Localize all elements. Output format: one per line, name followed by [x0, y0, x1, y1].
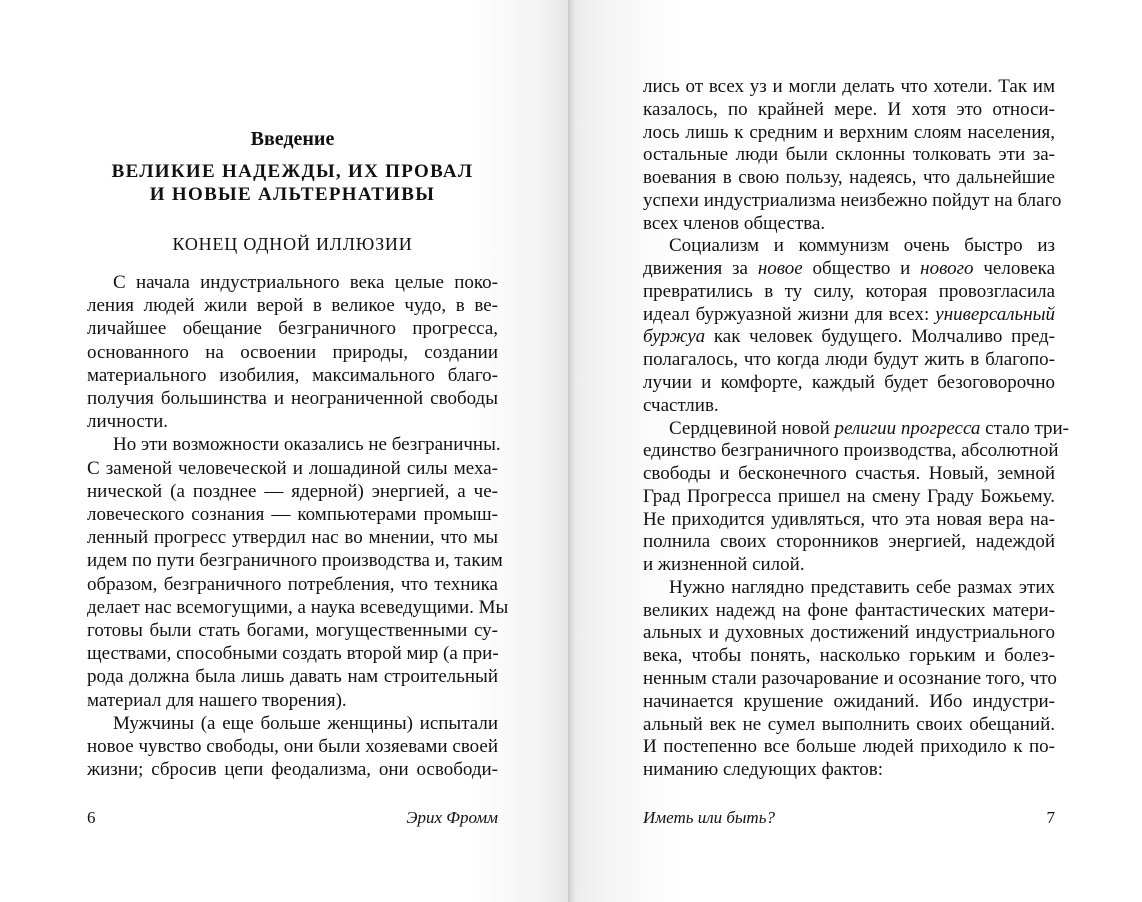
- page-number: 7: [1046, 808, 1055, 827]
- text-line: [87, 342, 498, 364]
- text-segment: человека: [973, 258, 1055, 280]
- text-segment: стало три-: [980, 417, 1069, 439]
- italic-text: нового: [920, 258, 974, 280]
- text-segment: лись от всех уз и могли делать что хотели. Так им: [643, 76, 1055, 97]
- text-line: [87, 574, 498, 596]
- text-line: [87, 318, 498, 340]
- text-segment: И постепенно все больше людей приходило к по-: [643, 736, 1055, 758]
- text-segment: полнила своих сторонников энергией, надеждой: [643, 531, 1055, 553]
- italic-text: новое: [757, 258, 803, 280]
- text-line: [643, 349, 1055, 371]
- italic-text: буржуа: [643, 326, 706, 348]
- text-segment: Социализм и коммунизм очень быстро из: [669, 235, 1055, 257]
- text-segment: ловеческого сознания — компьютерами промыш-: [87, 504, 498, 525]
- text-line: [643, 509, 1055, 531]
- text-line: [643, 600, 1055, 622]
- text-segment: великих надежд на фоне фантастических матери-: [643, 599, 1055, 621]
- chapter-title-line: И НОВЫЕ АЛЬТЕРНАТИВЫ: [149, 184, 436, 205]
- text-segment: личности.: [87, 411, 169, 433]
- text-line: [643, 645, 1055, 667]
- text-line: [643, 395, 1055, 417]
- text-line: [87, 458, 498, 480]
- text-line: [643, 213, 1055, 235]
- text-line: [643, 577, 1055, 599]
- text-line: [643, 281, 1055, 303]
- text-segment: счастлив.: [643, 394, 719, 416]
- text-line: [643, 668, 1055, 690]
- text-segment: Не приходится удивляться, что эта новая вера на-: [643, 508, 1055, 530]
- text-segment: новое чувство свободы, они были хозяевами своей: [87, 736, 498, 757]
- text-line: [87, 736, 498, 758]
- text-line: [643, 122, 1055, 144]
- page-number: 6: [87, 808, 96, 827]
- section-heading: КОНЕЦ ОДНОЙ ИЛЛЮЗИИ: [172, 234, 413, 254]
- text-line: [643, 76, 1055, 98]
- text-segment: Сердцевиной новой: [669, 417, 835, 439]
- text-line: [643, 258, 1055, 280]
- chapter-heading: Введение: [250, 128, 335, 150]
- text-line: [87, 365, 498, 387]
- text-segment: остальные люди были склонны толковать эти за-: [643, 144, 1055, 166]
- text-segment: Но эти возможности оказались не безграничны.: [113, 434, 501, 456]
- text-line: [643, 463, 1055, 485]
- text-line: [87, 434, 501, 456]
- text-line: [87, 481, 498, 503]
- text-segment: ществами, способными создать второй мир (а при-: [87, 643, 499, 665]
- text-segment: общество и: [802, 258, 921, 280]
- text-line: [87, 690, 498, 712]
- text-line: [87, 759, 498, 781]
- text-line: [87, 596, 509, 619]
- text-segment: Мужчины (а еще больше женщины) испытали: [113, 712, 498, 734]
- text-line: [643, 189, 1062, 212]
- text-segment: и жизненной силой.: [643, 554, 805, 576]
- text-segment: ленный прогресс утвердил нас во мнении, что мы: [87, 527, 498, 549]
- text-segment: альных и духовных достижений индустриального: [643, 622, 1055, 644]
- text-line: [643, 326, 1055, 348]
- chapter-title-line: ВЕЛИКИЕ НАДЕЖДЫ, ИХ ПРОВАЛ: [111, 161, 474, 182]
- text-line: [643, 417, 1069, 440]
- text-segment: всех членов общества.: [643, 212, 826, 234]
- text-segment: С заменой человеческой и лошадиной силы меха-: [87, 457, 498, 479]
- text-line: [643, 440, 1059, 462]
- text-line: [643, 235, 1055, 257]
- text-segment: образом, безграничного потребления, что техника: [87, 573, 498, 595]
- text-line: [643, 531, 1055, 553]
- text-line: [643, 736, 1055, 758]
- text-segment: получия большинства и неограниченной свободы: [87, 388, 498, 409]
- text-segment: полагалось, что когда люди будут жить в благопо-: [643, 349, 1055, 371]
- text-line: [643, 691, 1055, 713]
- text-segment: идеал буржуазной жизни для всех:: [643, 303, 936, 325]
- text-segment: начинается крушение ожиданий. Ибо индустри-: [643, 690, 1055, 712]
- running-head-author: Эрих Фромм: [406, 808, 498, 827]
- text-segment: Нужно наглядно представить себе размах этих: [669, 576, 1055, 598]
- text-line: [643, 554, 1055, 576]
- text-segment: превратились в ту силу, которая провозгласила: [643, 280, 1055, 302]
- text-segment: ниманию следующих фактов:: [643, 759, 883, 781]
- text-segment: материального изобилия, максимального благо-: [87, 364, 498, 386]
- text-segment: делает нас всемогущими, а наука всеведущими. Мы: [87, 596, 509, 618]
- text-line: [87, 388, 498, 410]
- text-line: [87, 643, 498, 665]
- text-segment: свободы и бесконечного счастья. Новый, земной: [643, 463, 1055, 485]
- text-segment: воевания в свою пользу, надеясь, что дальнейшие: [643, 167, 1055, 189]
- text-line: [643, 622, 1055, 644]
- text-segment: идем по пути безграничного производства и, таким: [87, 550, 503, 572]
- text-line: [643, 372, 1055, 394]
- italic-text: религии прогресса: [834, 417, 981, 439]
- text-line: [643, 304, 1055, 326]
- text-line: [87, 713, 498, 735]
- text-segment: материал для нашего творения).: [87, 689, 347, 711]
- text-segment: альный век не сумел выполнить своих обещаний.: [643, 713, 1055, 735]
- text-line: [643, 759, 1055, 781]
- text-segment: готовы были стать богами, могущественными су-: [87, 620, 498, 641]
- text-line: [87, 411, 498, 433]
- text-line: [643, 144, 1055, 166]
- text-segment: С начала индустриального века целые поко-: [113, 272, 498, 293]
- text-line: [643, 486, 1055, 508]
- text-segment: единство безграничного производства, абсолютной: [643, 440, 1059, 462]
- text-line: [643, 167, 1055, 189]
- text-segment: основанного на освоении природы, создании: [87, 341, 498, 363]
- text-segment: Град Прогресса пришел на смену Граду Божьему.: [643, 485, 1055, 507]
- left-page: [0, 0, 570, 902]
- text-segment: жизни; сбросив цепи феодализма, они освободи-: [87, 759, 498, 781]
- text-line: [87, 666, 498, 688]
- text-line: [87, 550, 503, 572]
- text-segment: ления людей жили верой в великое чудо, в ве-: [87, 295, 498, 317]
- text-segment: как человек будущего. Молчаливо пред-: [705, 326, 1055, 348]
- text-segment: рода должна была лишь давать нам строительный: [87, 666, 498, 688]
- running-head-title: Иметь или быть?: [643, 808, 775, 827]
- text-segment: личайшее обещание безграничного прогресса,: [87, 318, 498, 340]
- text-line: [643, 99, 1055, 121]
- text-line: [87, 295, 498, 317]
- text-segment: успехи индустриализма неизбежно пойдут на благо: [643, 189, 1062, 211]
- text-line: [643, 714, 1055, 736]
- italic-text: универсальный: [935, 303, 1055, 325]
- text-line: [87, 527, 498, 549]
- text-line: [87, 620, 498, 642]
- text-segment: лось лишь к средним и верхним слоям населения,: [643, 121, 1055, 143]
- text-segment: века, чтобы понять, насколько горьким и болез-: [643, 645, 1055, 667]
- right-page: [570, 0, 1142, 902]
- text-segment: нической (а позднее — ядерной) энергией, а че-: [87, 480, 498, 502]
- text-segment: казалось, по крайней мере. И хотя это относи-: [643, 98, 1055, 120]
- text-segment: лучии и комфорте, каждый будет безоговорочно: [643, 372, 1055, 393]
- text-segment: движения за: [643, 258, 758, 280]
- text-segment: ненным стали разочарование и осознание того, что: [643, 668, 1057, 690]
- text-line: [87, 272, 498, 294]
- text-line: [87, 504, 498, 526]
